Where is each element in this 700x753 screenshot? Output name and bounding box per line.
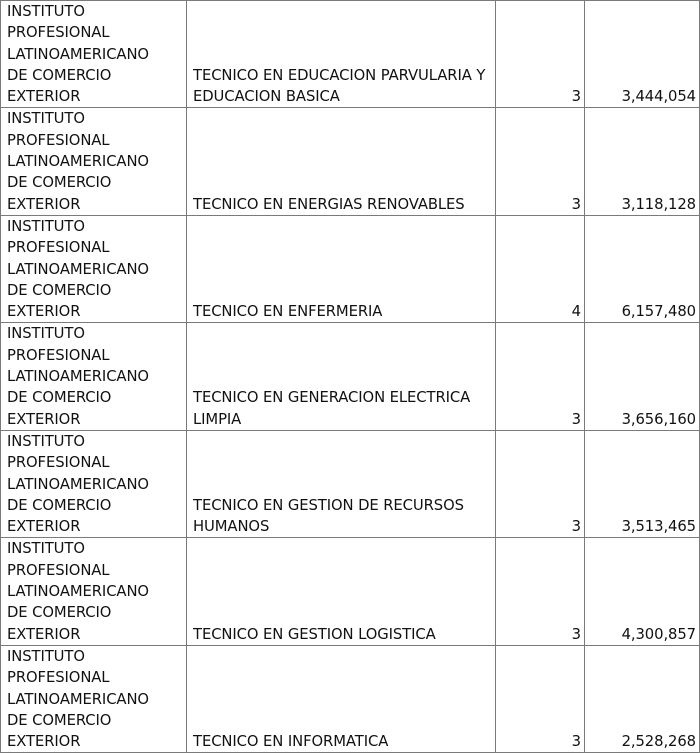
duration-cell: 3: [496, 430, 585, 537]
program-cell: [187, 538, 496, 645]
institution-cell: [1, 108, 187, 215]
institution-name-line: INSTITUTO: [7, 217, 85, 235]
institution-name-line: EXTERIOR: [7, 303, 81, 321]
program-name: TECNICO EN ENERGIAS RENOVABLES: [193, 195, 465, 213]
institution-name-line: LATINOAMERICANO: [7, 368, 149, 386]
institution-name-line: LATINOAMERICANO: [7, 260, 149, 278]
program-cell: [187, 645, 496, 752]
institution-name-line: EXTERIOR: [7, 410, 81, 428]
institution-name-line: INSTITUTO: [7, 432, 85, 450]
program-cell: [187, 215, 496, 322]
duration-cell: 4: [496, 215, 585, 322]
institution-name-line: INSTITUTO: [7, 647, 85, 665]
program-name: TECNICO EN EDUCACION PARVULARIA Y EDUCACION BASICA: [193, 66, 486, 106]
institution-name-line: PROFESIONAL: [7, 561, 110, 579]
program-name: TECNICO EN ENFERMERIA: [193, 303, 383, 321]
table-row: [1, 1, 700, 108]
institution-name-line: DE COMERCIO: [7, 604, 112, 622]
institution-name-line: PROFESIONAL: [7, 454, 110, 472]
tuition-cell: 3,444,054: [585, 1, 700, 108]
institution-name-line: EXTERIOR: [7, 733, 81, 751]
institution-name-line: EXTERIOR: [7, 195, 81, 213]
institution-cell: [1, 430, 187, 537]
institution-cell: [1, 538, 187, 645]
tuition-cell: 6,157,480: [585, 215, 700, 322]
institution-name-line: DE COMERCIO: [7, 389, 112, 407]
table-row: [1, 108, 700, 215]
institution-name-line: LATINOAMERICANO: [7, 690, 149, 708]
duration-cell: 3: [496, 645, 585, 752]
program-cell: [187, 323, 496, 430]
table-row: [1, 323, 700, 430]
program-name: TECNICO EN GESTION LOGISTICA: [193, 625, 436, 643]
duration-cell: 3: [496, 1, 585, 108]
institution-name-line: PROFESIONAL: [7, 239, 110, 257]
institution-name-line: DE COMERCIO: [7, 711, 112, 729]
table-row: [1, 215, 700, 322]
program-cell: [187, 1, 496, 108]
table-body: [1, 1, 700, 753]
institution-cell: [1, 215, 187, 322]
table-row: [1, 645, 700, 752]
institution-name-line: PROFESIONAL: [7, 24, 110, 42]
institution-cell: [1, 323, 187, 430]
program-name: TECNICO EN INFORMATICA: [193, 733, 389, 751]
institution-name-line: LATINOAMERICANO: [7, 45, 149, 63]
program-cell: [187, 108, 496, 215]
duration-cell: 3: [496, 108, 585, 215]
institution-name-line: DE COMERCIO: [7, 174, 112, 192]
institution-name-line: LATINOAMERICANO: [7, 475, 149, 493]
tuition-cell: 2,528,268: [585, 645, 700, 752]
table-row: [1, 430, 700, 537]
institution-name-line: DE COMERCIO: [7, 66, 112, 84]
program-name: TECNICO EN GENERACION ELECTRICA LIMPIA: [193, 389, 471, 428]
institution-name-line: PROFESIONAL: [7, 346, 110, 364]
institution-name-line: PROFESIONAL: [7, 669, 110, 687]
institution-cell: [1, 645, 187, 752]
program-name: TECNICO EN GESTION DE RECURSOS HUMANOS: [193, 496, 464, 536]
program-cell: [187, 430, 496, 537]
institution-cell: [1, 1, 187, 108]
institution-name-line: LATINOAMERICANO: [7, 153, 149, 171]
institution-name-line: LATINOAMERICANO: [7, 583, 149, 601]
institution-name-line: PROFESIONAL: [7, 131, 110, 149]
duration-cell: 3: [496, 538, 585, 645]
institution-name-line: EXTERIOR: [7, 88, 81, 106]
institution-name-line: INSTITUTO: [7, 325, 85, 343]
institution-name-line: INSTITUTO: [7, 540, 85, 558]
tuition-cell: 3,118,128: [585, 108, 700, 215]
tuition-cell: 3,513,465: [585, 430, 700, 537]
institution-name-line: EXTERIOR: [7, 518, 81, 536]
institution-name-line: INSTITUTO: [7, 110, 85, 128]
institution-name-line: EXTERIOR: [7, 625, 81, 643]
table-row: [1, 538, 700, 645]
institution-name-line: DE COMERCIO: [7, 281, 112, 299]
tuition-cell: 4,300,857: [585, 538, 700, 645]
institution-name-line: DE COMERCIO: [7, 496, 112, 514]
institution-name-line: INSTITUTO: [7, 3, 85, 20]
tuition-cell: 3,656,160: [585, 323, 700, 430]
duration-cell: 3: [496, 323, 585, 430]
